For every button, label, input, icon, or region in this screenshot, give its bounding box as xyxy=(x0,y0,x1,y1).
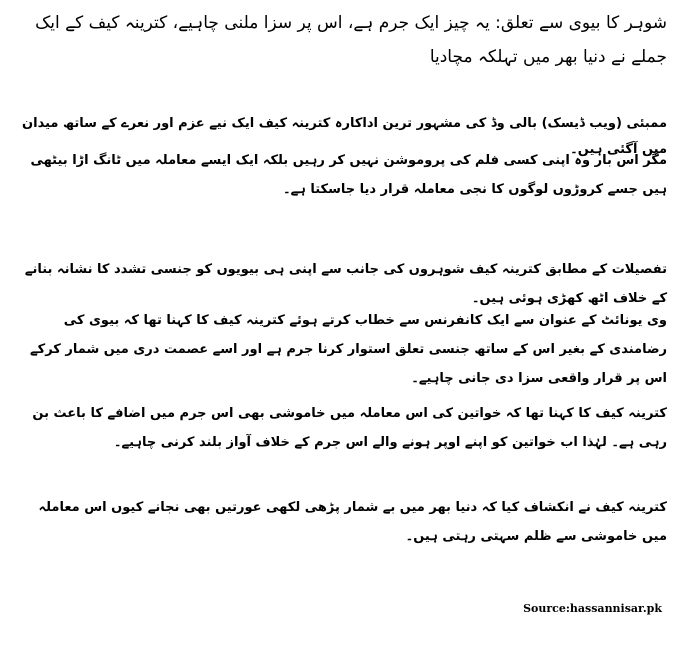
article-paragraph: مگر اس بار وہ اپنی کسی فلم کی پروموشن نہیں کر رہیں بلکہ ایک ایسے معاملہ میں ٹانگ اڑا بیٹھی ہیں جسے کروڑوں لوگوں کا نجی معاملہ قرار دیا جاسکتا ہے۔ xyxy=(30,153,667,197)
article-lede: ممبئی (ویب ڈیسک) بالی وڈ کی مشہور ترین اداکارہ کترینہ کیف ایک نیے عزم اور نعرے کے ساتھ میدان میں آگئی ہیں۔ xyxy=(22,116,667,157)
article-paragraph: تفصیلات کے مطابق کترینہ کیف شوہروں کی جانب سے اپنی ہی بیویوں کو جنسی تشدد کا نشانہ بنانے کے خلاف اٹھ کھڑی ہوئی ہیں۔ xyxy=(24,262,667,306)
article-paragraph: وی یونائٹ کے عنوان سے ایک کانفرنس سے خطاب کرتے ہوئے کترینہ کیف کا کہنا تھا کہ بیوی کی رضامندی کے بغیر اس کے ساتھ جنسی تعلق استوار کرنا جرم ہے اور اسے عصمت دری میں شمار کرکے اس پر قرار واقعی سزا دی جانی چاہیے۔ xyxy=(30,313,667,386)
article-paragraph: کترینہ کیف کا کہنا تھا کہ خواتین کی اس معاملہ میں خاموشی بھی اس جرم میں اضافے کا باعث بن رہی ہے۔ لہٰذا اب خواتین کو اپنے اوپر ہونے والے اس جرم کے خلاف آواز بلند کرنی چاہیے۔ xyxy=(32,406,667,450)
article-paragraph: کترینہ کیف نے انکشاف کیا کہ دنیا بھر میں بے شمار پڑھی لکھی عورتیں بھی نجانے کیوں اس معاملہ میں خاموشی سے ظلم سہتی رہتی ہیں۔ xyxy=(38,500,667,544)
article-headline: شوہر کا بیوی سے تعلق: یہ چیز ایک جرم ہے، اس پر سزا ملنی چاہیے، کترینہ کیف کے ایک جملے نے دنیا بھر میں تہلکہ مچادیا xyxy=(35,13,667,67)
source-credit: Source:hassannisar.pk xyxy=(523,602,662,615)
